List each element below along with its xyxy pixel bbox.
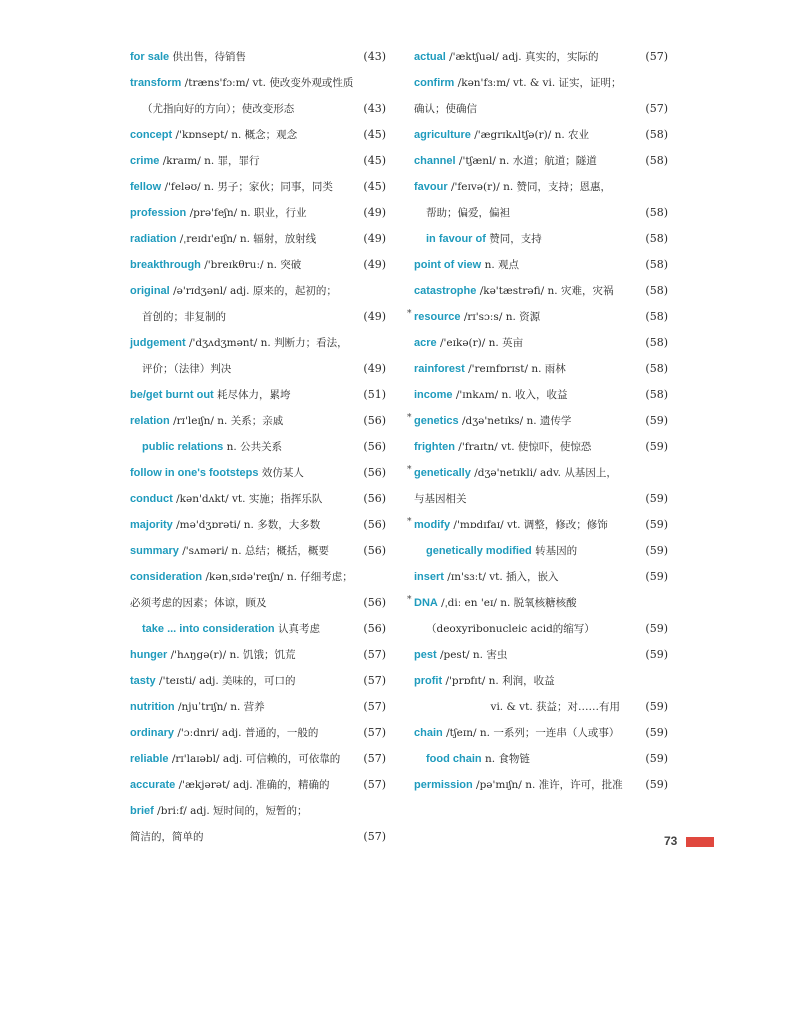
definition: /kraɪm/ n. 罪，罪行 xyxy=(159,155,260,167)
page-reference: (57) xyxy=(645,102,668,115)
vocab-entry-line xyxy=(407,460,668,486)
page-reference: (45) xyxy=(363,128,386,141)
page-reference: (57) xyxy=(645,50,668,63)
page-reference: (43) xyxy=(363,50,386,63)
vocab-entry-line xyxy=(414,382,668,408)
page-reference: (58) xyxy=(645,310,668,323)
definition: /rɪ'leɪʃn/ n. 关系；亲戚 xyxy=(169,415,284,427)
headword: modify xyxy=(414,519,451,531)
page-reference: (56) xyxy=(363,544,386,557)
headword: summary xyxy=(130,545,179,557)
vocab-entry-line xyxy=(130,512,386,538)
definition: /'sʌməri/ n. 总结；概括，概要 xyxy=(178,545,329,557)
vocab-entry-line xyxy=(130,746,386,772)
headword: genetically modified xyxy=(426,545,532,557)
definition: （尤指向好的方向）；使改变形态 xyxy=(142,103,295,115)
vocab-entry-line xyxy=(414,174,668,200)
page-reference: (49) xyxy=(363,258,386,271)
headword: conduct xyxy=(130,493,173,505)
vocab-entry-line xyxy=(414,616,668,642)
vocab-entry-line xyxy=(130,616,386,642)
headword: fellow xyxy=(130,181,162,193)
vocab-entry-line xyxy=(414,538,668,564)
page-reference: (59) xyxy=(645,492,668,505)
definition: /dʒə'netɪkli/ adv. 从基因上， xyxy=(470,467,617,479)
headword: hunger xyxy=(130,649,168,661)
page-reference: (57) xyxy=(363,674,386,687)
vocab-entry-line xyxy=(414,148,668,174)
headword: chain xyxy=(414,727,443,739)
vocab-entry-line xyxy=(130,460,386,486)
vocab-entry-line xyxy=(407,590,668,616)
definition: /'ɔːdnri/ adj. 普通的，一般的 xyxy=(174,727,319,739)
definition: n. 观点 xyxy=(481,259,520,271)
headword: agriculture xyxy=(414,129,471,141)
headword: insert xyxy=(414,571,444,583)
page-reference: (59) xyxy=(645,648,668,661)
page-accent-bar xyxy=(686,837,714,847)
page-reference: (57) xyxy=(363,726,386,739)
definition: /ɪn'sɜːt/ vt. 插入，嵌入 xyxy=(443,571,559,583)
vocab-entry-line xyxy=(414,226,668,252)
page-reference: (45) xyxy=(363,180,386,193)
definition: /'fraɪtn/ vt. 使惊吓，使惊恐 xyxy=(454,441,592,453)
definition: 评价；（法律）判决 xyxy=(142,363,232,375)
page-reference: (59) xyxy=(645,414,668,427)
headword: radiation xyxy=(130,233,177,245)
definition: /rɪ'laɪəbl/ adj. 可信赖的，可依靠的 xyxy=(168,753,341,765)
definition: /'ægrɪkʌltʃə(r)/ n. 农业 xyxy=(470,129,590,141)
page-reference: (49) xyxy=(363,362,386,375)
definition: /'teɪsti/ adj. 美味的，可口的 xyxy=(155,675,296,687)
page-reference: (49) xyxy=(363,310,386,323)
vocab-entry-line xyxy=(130,538,386,564)
vocab-entry-line xyxy=(130,434,386,460)
definition: 转基因的 xyxy=(531,545,578,557)
page-reference: (56) xyxy=(363,414,386,427)
headword: permission xyxy=(414,779,473,791)
page-reference: (58) xyxy=(645,336,668,349)
vocab-entry-line xyxy=(130,408,386,434)
headword: accurate xyxy=(130,779,176,791)
page-reference: (58) xyxy=(645,362,668,375)
vocab-entry-line xyxy=(130,226,386,252)
headword: food chain xyxy=(426,753,482,765)
vocab-entry-line xyxy=(130,148,386,174)
asterisk-marker: * xyxy=(407,309,412,319)
headword: genetically xyxy=(414,467,471,479)
definition: /ə'rɪdʒənl/ adj. 原来的，起初的； xyxy=(169,285,337,297)
definition: 帮助；偏爱，偏袒 xyxy=(426,207,510,219)
vocab-entry-line xyxy=(414,252,668,278)
page-reference: (56) xyxy=(363,440,386,453)
page-reference: (56) xyxy=(363,492,386,505)
page-reference: (56) xyxy=(363,466,386,479)
page-reference: (56) xyxy=(363,518,386,531)
headword: majority xyxy=(130,519,173,531)
definition: 与基因相关 xyxy=(414,493,467,505)
definition: 效仿某人 xyxy=(258,467,304,479)
headword: be/get burnt out xyxy=(130,389,214,401)
page-reference: (57) xyxy=(363,778,386,791)
asterisk-marker: * xyxy=(407,465,412,475)
vocab-entry-line xyxy=(407,304,668,330)
headword: take ... into consideration xyxy=(142,623,275,635)
headword: acre xyxy=(414,337,437,349)
page-reference: (58) xyxy=(645,128,668,141)
definition: /rɪ'sɔːs/ n. 资源 xyxy=(460,311,541,323)
page-reference: (59) xyxy=(645,778,668,791)
vocab-entry-line xyxy=(130,486,386,512)
page-reference: (56) xyxy=(363,622,386,635)
vocab-entry-line xyxy=(130,70,386,96)
page-reference: (49) xyxy=(363,206,386,219)
page-reference: (58) xyxy=(645,258,668,271)
headword: point of view xyxy=(414,259,482,271)
page-reference: (58) xyxy=(645,232,668,245)
vocab-entry-line xyxy=(407,408,668,434)
page-reference: (59) xyxy=(645,752,668,765)
definition: /njuˈtrɪʃn/ n. 营养 xyxy=(174,701,265,713)
page-reference: (57) xyxy=(363,752,386,765)
headword: relation xyxy=(130,415,170,427)
definition: 认真考虑 xyxy=(274,623,320,635)
headword: in favour of xyxy=(426,233,486,245)
headword: public relations xyxy=(142,441,224,453)
headword: transform xyxy=(130,77,182,89)
headword: DNA xyxy=(414,597,438,609)
vocab-entry-line xyxy=(130,278,386,304)
vocab-entry-line xyxy=(130,174,386,200)
headword: judgement xyxy=(130,337,186,349)
vocab-entry-line xyxy=(130,720,386,746)
vocab-entry-line xyxy=(130,122,386,148)
headword: catastrophe xyxy=(414,285,477,297)
vocab-entry-line xyxy=(130,382,386,408)
vocab-entry-line xyxy=(414,44,668,70)
headword: favour xyxy=(414,181,448,193)
page-reference: (58) xyxy=(645,206,668,219)
page-reference: (59) xyxy=(645,700,668,713)
definition: /'reɪnfɒrɪst/ n. 雨林 xyxy=(464,363,566,375)
definition: /'ɪnkʌm/ n. 收入，收益 xyxy=(452,389,568,401)
vocab-entry-line xyxy=(414,278,668,304)
vocab-entry-line xyxy=(414,70,668,96)
page-reference: (59) xyxy=(645,544,668,557)
definition: /tʃeɪn/ n. 一系列；一连串（人或事） xyxy=(442,727,620,739)
definition: n. 公共关系 xyxy=(223,441,283,453)
definition: /pə'mɪʃn/ n. 准许，许可，批准 xyxy=(472,779,623,791)
headword: breakthrough xyxy=(130,259,201,271)
page-reference: (59) xyxy=(645,518,668,531)
definition: /'feɪvə(r)/ n. 赞同，支持；恩惠， xyxy=(447,181,612,193)
page-reference: (45) xyxy=(363,154,386,167)
vocab-entry-line xyxy=(414,96,668,122)
headword: profit xyxy=(414,675,443,687)
definition: /'mɒdɪfaɪ/ vt. 调整，修改；修饰 xyxy=(450,519,608,531)
page-reference: (57) xyxy=(363,648,386,661)
headword: follow in one's footsteps xyxy=(130,467,259,479)
definition: /'kɒnsept/ n. 概念；观念 xyxy=(172,129,298,141)
vocab-entry-line xyxy=(414,356,668,382)
definition: /kə'tæstrəfi/ n. 灾难，灾祸 xyxy=(476,285,614,297)
definition: /kənˌsɪdə'reɪʃn/ n. 仔细考虑； xyxy=(202,571,353,583)
vocab-entry-line xyxy=(414,200,668,226)
headword: nutrition xyxy=(130,701,175,713)
page-reference: (59) xyxy=(645,726,668,739)
headword: rainforest xyxy=(414,363,465,375)
vocab-entry-line xyxy=(130,590,386,616)
vocab-entry-line xyxy=(414,694,668,720)
vocab-entry-line xyxy=(130,330,386,356)
vocab-entry-line xyxy=(130,252,386,278)
headword: genetics xyxy=(414,415,459,427)
definition: /træns'fɔːm/ vt. 使改变外观或性质 xyxy=(181,77,354,89)
vocab-entry-line xyxy=(130,772,386,798)
vocab-entry-line xyxy=(130,304,386,330)
asterisk-marker: * xyxy=(407,517,412,527)
headword: brief xyxy=(130,805,154,817)
definition: /'prɒfɪt/ n. 利润，收益 xyxy=(442,675,555,687)
vocab-entry-line xyxy=(414,668,668,694)
headword: confirm xyxy=(414,77,455,89)
definition: （deoxyribonucleic acid的缩写） xyxy=(426,623,595,635)
vocab-entry-line xyxy=(414,122,668,148)
page-reference: (57) xyxy=(363,700,386,713)
page-reference: (43) xyxy=(363,102,386,115)
page-reference: (56) xyxy=(363,596,386,609)
headword: channel xyxy=(414,155,456,167)
vocab-entry-line xyxy=(407,512,668,538)
vocab-entry-line xyxy=(414,746,668,772)
headword: concept xyxy=(130,129,173,141)
definition: /'feləʊ/ n. 男子；家伙；同事，同类 xyxy=(161,181,333,193)
definition: 简洁的，简单的 xyxy=(130,831,204,843)
definition: /'breɪkθruː/ n. 突破 xyxy=(200,259,302,271)
definition: /'tʃænl/ n. 水道；航道；隧道 xyxy=(455,155,597,167)
vocab-entry-line xyxy=(414,564,668,590)
headword: consideration xyxy=(130,571,203,583)
vocab-entry-line xyxy=(130,564,386,590)
page-reference: (58) xyxy=(645,284,668,297)
definition: /'æktʃuəl/ adj. 真实的，实际的 xyxy=(445,51,599,63)
page-reference: (59) xyxy=(645,570,668,583)
definition: /dʒə'netɪks/ n. 遗传学 xyxy=(458,415,572,427)
definition: /'dʒʌdʒmənt/ n. 判断力；看法， xyxy=(185,337,348,349)
definition: 首创的；非复制的 xyxy=(142,311,226,323)
page-reference: (58) xyxy=(645,388,668,401)
headword: tasty xyxy=(130,675,156,687)
definition: vi. & vt. 获益；对……有用 xyxy=(490,701,620,713)
definition: 确认；使确信 xyxy=(414,103,477,115)
page-reference: (49) xyxy=(363,232,386,245)
vocab-entry-line xyxy=(130,668,386,694)
asterisk-marker: * xyxy=(407,595,412,605)
vocab-entry-line xyxy=(414,772,668,798)
headword: reliable xyxy=(130,753,169,765)
right-column xyxy=(407,44,668,798)
page-reference: (51) xyxy=(363,388,386,401)
definition: /ˌdiː en 'eɪ/ n. 脱氧核糖核酸 xyxy=(437,597,577,609)
definition: /'hʌŋgə(r)/ n. 饥饿；饥荒 xyxy=(167,649,296,661)
page-reference: (59) xyxy=(645,622,668,635)
headword: for sale xyxy=(130,51,170,63)
headword: crime xyxy=(130,155,160,167)
vocab-entry-line xyxy=(130,642,386,668)
headword: income xyxy=(414,389,453,401)
definition: 必须考虑的因素；体谅，顾及 xyxy=(130,597,267,609)
headword: resource xyxy=(414,311,461,323)
headword: profession xyxy=(130,207,187,219)
asterisk-marker: * xyxy=(407,413,412,423)
page-reference: (57) xyxy=(363,830,386,843)
vocab-entry-line xyxy=(130,200,386,226)
definition: /'eɪkə(r)/ n. 英亩 xyxy=(436,337,524,349)
definition: 赞同，支持 xyxy=(485,233,542,245)
vocab-entry-line xyxy=(414,330,668,356)
vocab-entry-line xyxy=(130,824,386,850)
definition: /pest/ n. 害虫 xyxy=(436,649,508,661)
vocab-entry-line xyxy=(130,694,386,720)
headword: pest xyxy=(414,649,437,661)
vocab-entry-line xyxy=(414,642,668,668)
definition: /briːf/ adj. 短时间的，短暂的； xyxy=(153,805,308,817)
vocab-entry-line xyxy=(130,44,386,70)
definition: /ˌreɪdɪ'eɪʃn/ n. 辐射，放射线 xyxy=(176,233,317,245)
vocab-entry-line xyxy=(414,486,668,512)
vocab-entry-line xyxy=(414,434,668,460)
page-number: 73 xyxy=(664,834,678,848)
headword: ordinary xyxy=(130,727,175,739)
left-column xyxy=(130,44,386,850)
definition: n. 食物链 xyxy=(481,753,530,765)
vocab-entry-line xyxy=(130,798,386,824)
vocab-entry-line xyxy=(130,96,386,122)
vocab-entry-line xyxy=(130,356,386,382)
definition: 耗尽体力，累垮 xyxy=(213,389,291,401)
definition: /kən'fɜːm/ vt. & vi. 证实，证明； xyxy=(454,77,622,89)
headword: original xyxy=(130,285,170,297)
headword: actual xyxy=(414,51,446,63)
page-reference: (58) xyxy=(645,154,668,167)
vocab-entry-line xyxy=(414,720,668,746)
definition: /mə'dʒɒrəti/ n. 多数，大多数 xyxy=(172,519,321,531)
headword: frighten xyxy=(414,441,455,453)
definition: /prə'feʃn/ n. 职业，行业 xyxy=(186,207,307,219)
page-reference: (59) xyxy=(645,440,668,453)
definition: /kən'dʌkt/ vt. 实施；指挥乐队 xyxy=(172,493,323,505)
definition: /'ækjərət/ adj. 准确的，精确的 xyxy=(175,779,330,791)
definition: 供出售，待销售 xyxy=(169,51,246,63)
